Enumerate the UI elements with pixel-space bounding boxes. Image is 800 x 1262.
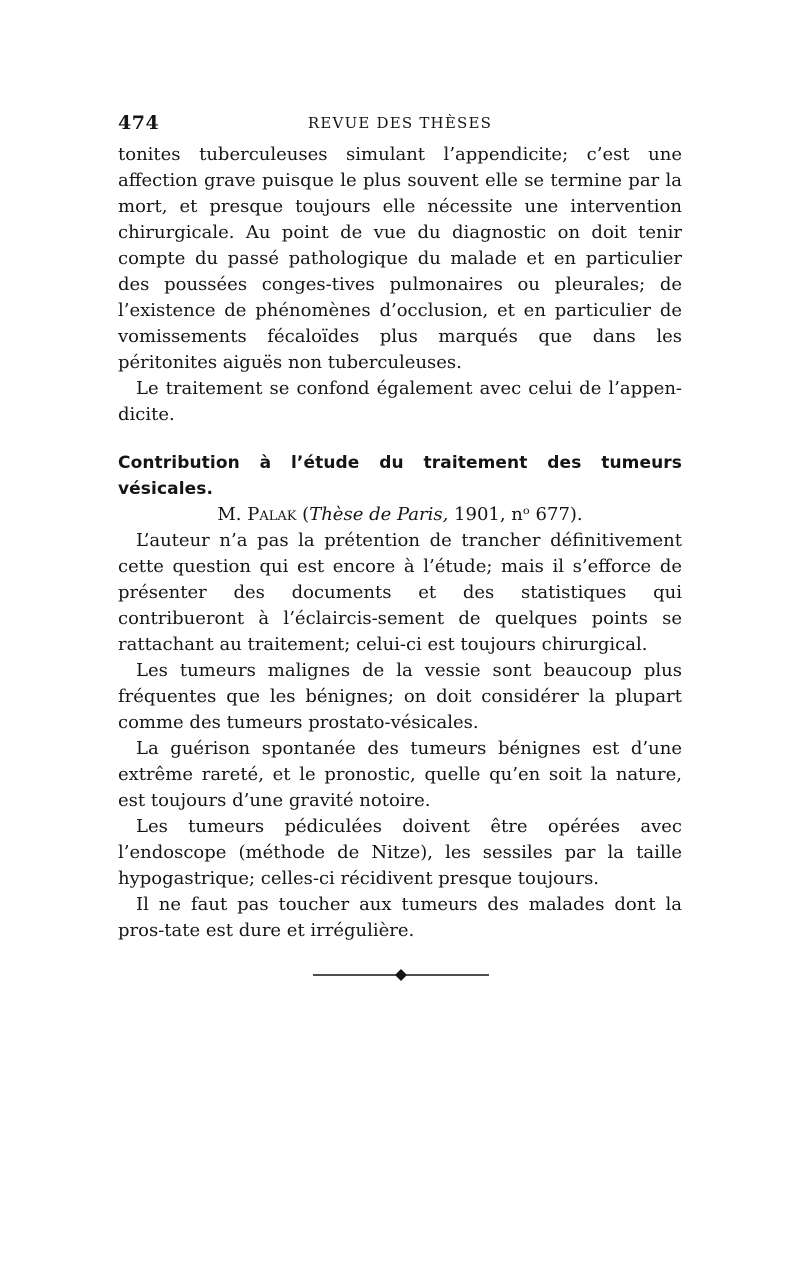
citation-prefix: M.	[217, 504, 248, 525]
section-gap	[118, 428, 682, 450]
section-end-ornament	[313, 965, 489, 985]
citation-details: 1901, nᵒ 677).	[448, 504, 583, 525]
article-paragraph: Il ne faut pas toucher aux tumeurs des malades dont la pros-tate est dure et irrégulière.	[118, 894, 682, 941]
article-paragraph: La guérison spontanée des tumeurs bénignes est d’une extrême rareté, et le pronostic, quelle qu’en soit la nature, est toujours d’une gravité notoire.	[118, 738, 682, 811]
running-head	[118, 112, 682, 142]
page-number: 474	[118, 112, 160, 134]
journal-page	[118, 112, 682, 944]
continued-paragraph: tonites tuberculeuses simulant l’appendicite; c’est une affection grave puisque le plus souvent elle se termine par la mort, et presque toujours elle nécessite une intervention chirurgicale. Au point de vue du diagnostic on doit tenir compte du passé pathologique du malade et en particulier des poussées conges-tives pulmonaires ou pleurales; de l’existence de phénomènes d’occlusion, et en particulier de vomissements fécaloïdes plus marqués que dans les péritonites aiguës non tuberculeuses.	[118, 144, 682, 373]
journal-title: REVUE DES THÈSES	[307, 114, 493, 132]
article-citation	[118, 502, 682, 528]
body-text	[118, 142, 682, 944]
article-paragraph: Les tumeurs malignes de la vessie sont beaucoup plus fréquentes que les bénignes; on doit considérer la plupart comme des tumeurs prostato-vésicales.	[118, 660, 682, 733]
treatment-paragraph: Le traitement se confond également avec celui de l’appen-dicite.	[118, 378, 682, 425]
article-paragraph: Les tumeurs pédiculées doivent être opérées avec l’endoscope (méthode de Nitze), les sessiles par la taille hypogastrique; celles-ci récidivent presque toujours.	[118, 816, 682, 889]
author-name: Palak	[247, 504, 297, 525]
article-paragraph: L’auteur n’a pas la prétention de trancher définitivement cette question qui est encore à l’étude; mais il s’efforce de présenter des documents et des statistiques qui contribueront à l’éclaircis-sement de quelques points se rattachant au traitement; celui-ci est toujours chirurgical.	[118, 530, 682, 655]
article-title: Contribution à l’étude du traitement des tumeurs vésicales.	[118, 453, 682, 499]
citation-open-paren: (	[296, 504, 310, 525]
thesis-source: Thèse de Paris,	[309, 504, 449, 525]
